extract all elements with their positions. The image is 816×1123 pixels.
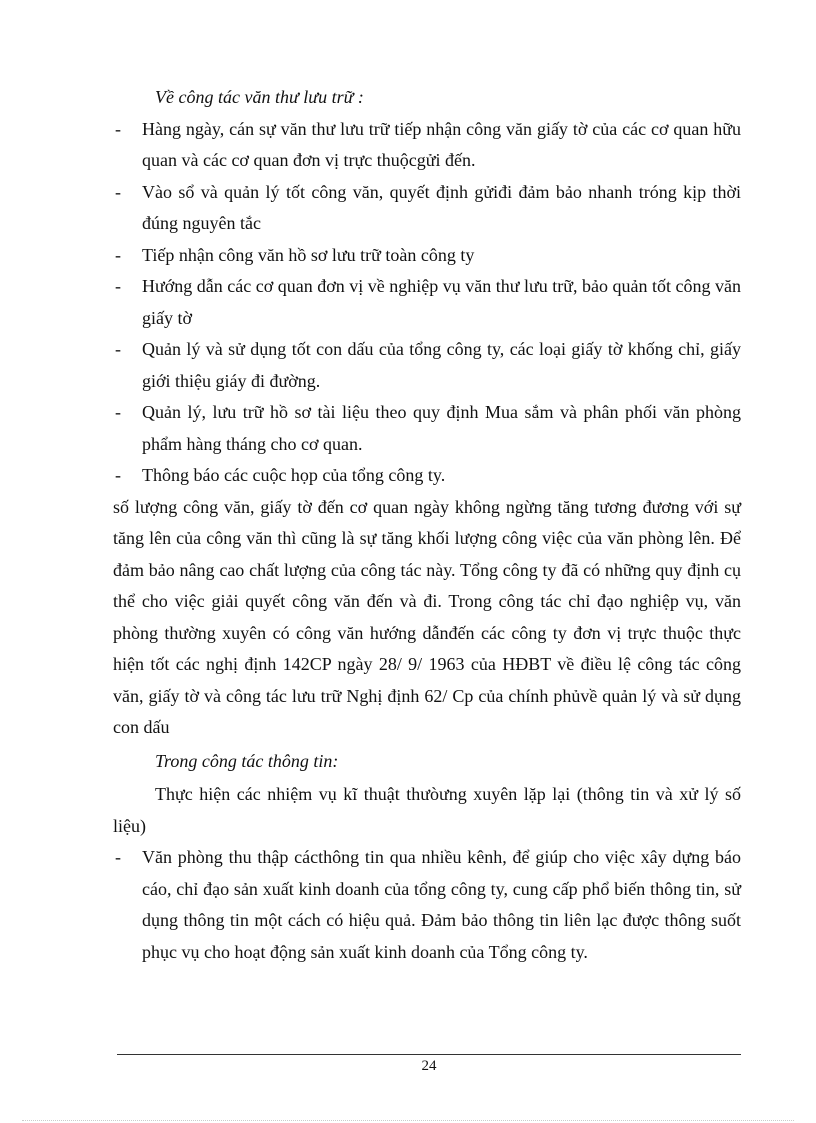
bullet-dash: - (115, 181, 121, 202)
list-item-text: Hàng ngày, cán sự văn thư lưu trữ tiếp nhận công văn giấy tờ của các cơ quan hữu quan và các cơ quan đơn vị trực thuộcgửi đến. (142, 118, 741, 170)
bullet-dash: - (115, 244, 121, 265)
bullet-dash: - (115, 847, 121, 867)
list-item (113, 177, 741, 240)
bullet-dash: - (115, 118, 121, 139)
list-item (113, 334, 741, 397)
list-item-text: Văn phòng thu thập cácthông tin qua nhiều kênh, để giúp cho việc xây dựng báo cáo, chỉ đạo sản xuất kinh doanh của tổng công ty, cung cấp phổ biến thông tin, sử dụng thông tin một cách có hiệu quả. Đảm bảo thông tin liên lạc được thông suốt phục vụ cho hoạt động sản xuất kinh doanh của Tổng công ty. (142, 847, 741, 962)
bullet-dash: - (115, 402, 121, 422)
section-heading-archives: Về công tác văn thư lưu trữ : (155, 87, 364, 107)
section-heading-information: Trong công tác thông tin: (155, 750, 339, 771)
list-item (113, 114, 741, 177)
archives-task-list (113, 114, 741, 492)
list-item (113, 271, 741, 334)
list-item-text: Quản lý, lưu trữ hồ sơ tài liệu theo quy định Mua sắm và phân phối văn phòng phẩm hàng tháng cho cơ quan. (142, 402, 741, 454)
list-item-text: Vào sổ và quản lý tốt công văn, quyết định gửiđi đảm bảo nhanh tróng kịp thời đúng nguyên tắc (142, 181, 741, 233)
list-item-text: Tiếp nhận công văn hồ sơ lưu trữ toàn công ty (142, 244, 475, 265)
bullet-dash: - (115, 465, 121, 485)
page-number: 24 (421, 1058, 437, 1074)
bullet-dash: - (115, 276, 121, 296)
list-item (113, 397, 741, 460)
information-task-list (113, 842, 741, 968)
page-body (113, 82, 741, 968)
list-item-text: Thông báo các cuộc họp của tổng công ty. (142, 465, 446, 485)
bullet-dash: - (115, 339, 121, 359)
list-item (113, 240, 741, 272)
body-paragraph: số lượng công văn, giấy tờ đến cơ quan ngày không ngừng tăng tương đương với sự tăng lên của công văn thì cũng là sự tăng khối lượng công việc của văn phòng lên. Để đảm bảo nâng cao chất lượng của công tác này. Tổng công ty đã có những quy định cụ thể cho việc giải quyết công văn đến và đi. Trong công tác chỉ đạo nghiệp vụ, văn phòng thường xuyên có công văn hướng dẫnđến các công ty đơn vị trực thuộc thực hiện tốt các nghị định 142CP ngày 28/ 9/ 1963 của HĐBT về điều lệ công tác công văn, giấy tờ và công tác lưu trữ Nghị định 62/ Cp của chính phủvề quản lý và sử dụng con dấu (113, 496, 741, 737)
list-item (113, 842, 741, 968)
page-edge-divider (22, 1120, 794, 1121)
footer-divider (117, 1054, 741, 1055)
list-item-text: Quản lý và sử dụng tốt con dấu của tổng công ty, các loại giấy tờ khống chỉ, giấy giới thiệu giáy đi đường. (142, 339, 741, 391)
list-item (113, 460, 741, 492)
list-item-text: Hướng dẫn các cơ quan đơn vị về nghiệp vụ văn thư lưu trữ, bảo quản tốt công văn giấy tờ (142, 276, 741, 328)
intro-paragraph: Thực hiện các nhiệm vụ kĩ thuật thưòưng xuyên lặp lại (thông tin và xử lý số liệu) (113, 784, 741, 836)
